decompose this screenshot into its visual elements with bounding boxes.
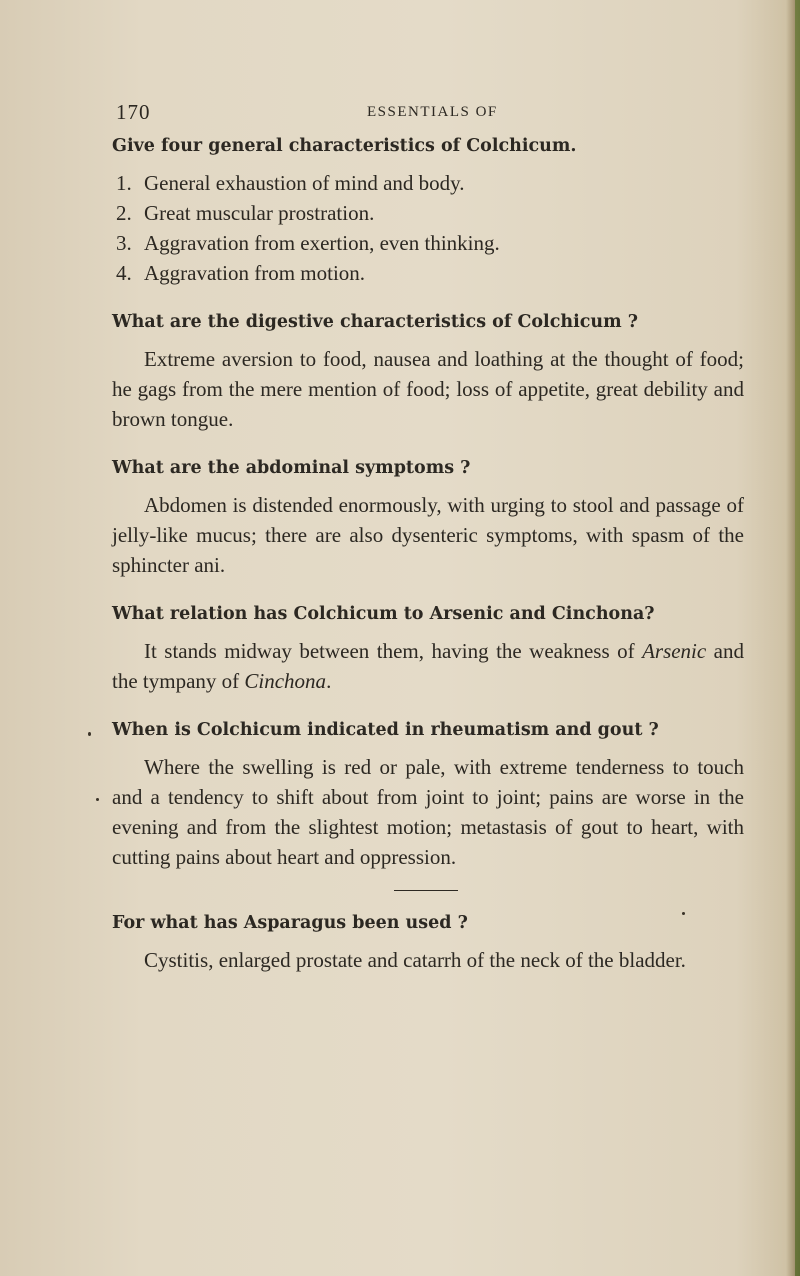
qa-block-relation	[112, 602, 752, 696]
list-text: Aggravation from exertion, even thinking.	[144, 231, 500, 255]
answer: Extreme aversion to food, nausea and loathing at the thought of food; he gags from the mere mention of food; loss of appetite, great debility and brown tongue.	[112, 347, 744, 431]
list-item	[112, 228, 752, 258]
answer: Cystitis, enlarged prostate and catarrh of the neck of the bladder.	[144, 948, 686, 972]
book-page	[112, 100, 752, 997]
characteristics-list	[112, 168, 752, 288]
page-edge-shadow	[786, 0, 800, 1276]
list-item	[112, 168, 752, 198]
running-title: ESSENTIALS OF	[367, 104, 498, 120]
list-text: General exhaustion of mind and body.	[144, 171, 465, 195]
remedy-name-arsenic: Arsenic	[642, 639, 707, 663]
question: What are the digestive characteristics of Colchicum ?	[112, 312, 638, 332]
ink-speck	[96, 798, 99, 801]
answer: Abdomen is distended enormously, with urging to stool and passage of jelly-like mucus; there are also dysenteric symptoms, with spasm of the sphincter ani.	[112, 493, 744, 577]
qa-block-digestive	[112, 310, 752, 434]
question: For what has Asparagus been used ?	[112, 913, 468, 933]
remedy-name-cinchona: Cinchona	[244, 669, 327, 693]
answer	[112, 636, 744, 696]
list-number: 4.	[116, 261, 132, 285]
running-head	[112, 100, 752, 134]
list-number: 2.	[116, 201, 132, 225]
list-number: 3.	[116, 231, 132, 255]
ink-speck	[88, 732, 91, 736]
section-divider	[394, 890, 458, 891]
qa-block-general-characteristics	[112, 134, 752, 288]
answer-text: It stands midway between them, having the weakness of	[144, 639, 643, 663]
qa-block-abdominal	[112, 456, 752, 580]
question: What relation has Colchicum to Arsenic and Cinchona?	[112, 604, 655, 624]
question: When is Colchicum indicated in rheumatism and gout ?	[112, 720, 659, 740]
answer: Where the swelling is red or pale, with extreme tenderness to touch and a tendency to shift about from joint to joint; pains are worse in the evening and from the slightest motion; metastasis of gout to heart, with cutting pains about heart and oppression.	[112, 755, 744, 869]
list-item	[112, 198, 752, 228]
list-number: 1.	[116, 171, 132, 195]
answer-text: and the tympany of	[112, 639, 744, 693]
question: What are the abdominal symptoms ?	[112, 458, 471, 478]
qa-block-asparagus	[112, 911, 752, 975]
list-text: Aggravation from motion.	[144, 261, 366, 285]
page-number: 170	[116, 100, 151, 124]
list-text: Great muscular prostration.	[144, 201, 375, 225]
qa-block-rheumatism	[112, 718, 752, 872]
question: Give four general characteristics of Colchicum.	[112, 136, 577, 156]
list-item	[112, 258, 752, 288]
answer-text: .	[326, 669, 332, 693]
